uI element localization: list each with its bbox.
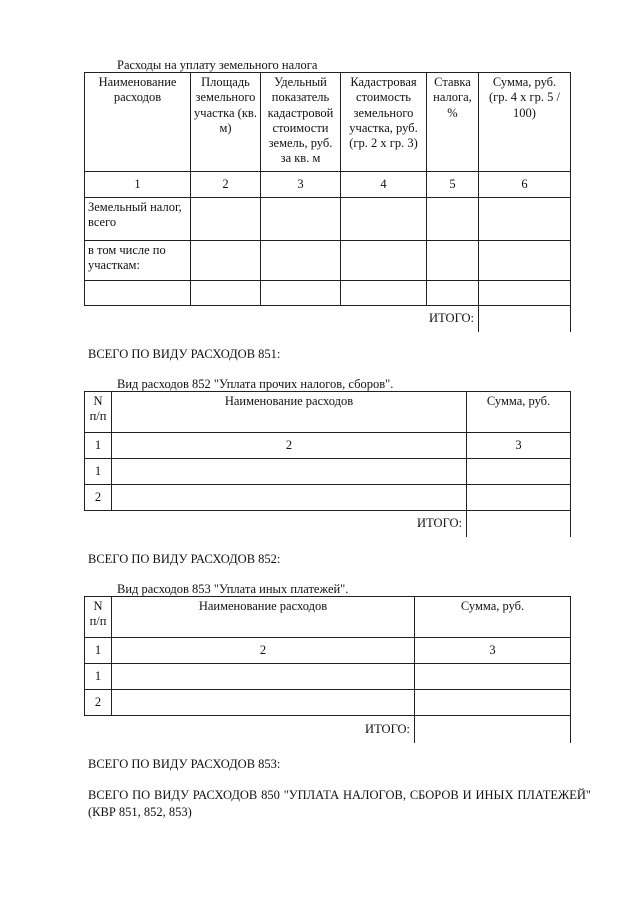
column-number: 6 [479, 172, 571, 198]
table-header-row [85, 73, 571, 172]
other-payments-table [84, 596, 571, 743]
row-number: 1 [85, 664, 112, 690]
column-number: 5 [427, 172, 479, 198]
column-number: 1 [85, 172, 191, 198]
column-header: Наименование расходов [112, 597, 415, 638]
empty-cell[interactable] [427, 241, 479, 281]
empty-cell[interactable] [427, 198, 479, 241]
column-header: Сумма, руб. [467, 392, 571, 433]
itogo-row [85, 511, 571, 537]
row-number: 2 [85, 690, 112, 716]
table-row [85, 281, 571, 306]
empty-cell[interactable] [415, 664, 571, 690]
land-tax-caption: Расходы на уплату земельного налога [117, 58, 318, 72]
empty-cell[interactable] [341, 241, 427, 281]
table-header-row [85, 392, 571, 433]
column-header: Ставка налога, % [427, 73, 479, 172]
itogo-label: ИТОГО: [417, 516, 462, 531]
table-row [85, 690, 571, 716]
other-payments-caption: Вид расходов 853 "Уплата иных платежей". [117, 582, 349, 596]
total-851: ВСЕГО ПО ВИДУ РАСХОДОВ 851: [88, 347, 281, 361]
empty-cell[interactable] [427, 281, 479, 306]
row-label: Земельный налог, всего [85, 198, 191, 241]
empty-cell[interactable] [341, 281, 427, 306]
itogo-value-cell[interactable] [467, 511, 571, 537]
column-header: N п/п [85, 597, 112, 638]
empty-cell[interactable] [112, 664, 415, 690]
column-number: 3 [467, 433, 571, 459]
column-header: Кадастровая стоимость земельного участка, руб. (гр. 2 x гр. 3) [341, 73, 427, 172]
column-number: 2 [112, 638, 415, 664]
table-row [85, 485, 571, 511]
land-tax-table [84, 72, 571, 332]
column-number: 2 [191, 172, 261, 198]
row-number: 1 [85, 459, 112, 485]
empty-cell[interactable] [479, 241, 571, 281]
column-number: 3 [261, 172, 341, 198]
total-852: ВСЕГО ПО ВИДУ РАСХОДОВ 852: [88, 552, 281, 566]
empty-cell[interactable] [261, 241, 341, 281]
total-850: ВСЕГО ПО ВИДУ РАСХОДОВ 850 "УПЛАТА НАЛОГОВ, СБОРОВ И ИНЫХ ПЛАТЕЖЕЙ" (КВР 851, 852, 853) [88, 788, 591, 819]
empty-cell[interactable] [479, 198, 571, 241]
empty-cell[interactable] [467, 485, 571, 511]
column-header: Площадь земельного участка (кв. м) [191, 73, 261, 172]
itogo-row [85, 306, 571, 332]
table-header-row [85, 597, 571, 638]
column-number-row [85, 638, 571, 664]
empty-cell[interactable] [112, 459, 467, 485]
empty-cell[interactable] [191, 241, 261, 281]
table-row [85, 664, 571, 690]
table-row [85, 241, 571, 281]
itogo-label: ИТОГО: [365, 721, 410, 736]
empty-cell[interactable] [261, 281, 341, 306]
empty-cell[interactable] [467, 459, 571, 485]
itogo-value-cell[interactable] [415, 716, 571, 743]
empty-cell[interactable] [112, 485, 467, 511]
column-header: Сумма, руб. [415, 597, 571, 638]
itogo-label: ИТОГО: [429, 311, 474, 326]
column-header: Наименование расходов [112, 392, 467, 433]
column-header: N п/п [85, 392, 112, 433]
total-853: ВСЕГО ПО ВИДУ РАСХОДОВ 853: [88, 757, 281, 771]
column-number: 3 [415, 638, 571, 664]
column-number: 1 [85, 638, 112, 664]
column-header: Сумма, руб. (гр. 4 x гр. 5 / 100) [479, 73, 571, 172]
column-number: 1 [85, 433, 112, 459]
empty-cell[interactable] [261, 198, 341, 241]
column-number: 2 [112, 433, 467, 459]
column-number-row [85, 172, 571, 198]
empty-cell[interactable] [479, 281, 571, 306]
column-number-row [85, 433, 571, 459]
column-header: Наименование расходов [85, 73, 191, 172]
table-row [85, 459, 571, 485]
empty-cell[interactable] [341, 198, 427, 241]
empty-cell[interactable] [112, 690, 415, 716]
row-label [85, 281, 191, 306]
other-taxes-table [84, 391, 571, 537]
itogo-row [85, 716, 571, 743]
empty-cell[interactable] [191, 198, 261, 241]
empty-cell[interactable] [191, 281, 261, 306]
table-row [85, 198, 571, 241]
row-number: 2 [85, 485, 112, 511]
itogo-value-cell[interactable] [479, 306, 571, 332]
column-header: Удельный показатель кадастровой стоимости земель, руб. за кв. м [261, 73, 341, 172]
row-label: в том числе по участкам: [85, 241, 191, 281]
column-number: 4 [341, 172, 427, 198]
other-taxes-caption: Вид расходов 852 "Уплата прочих налогов, сборов". [117, 377, 394, 391]
empty-cell[interactable] [415, 690, 571, 716]
